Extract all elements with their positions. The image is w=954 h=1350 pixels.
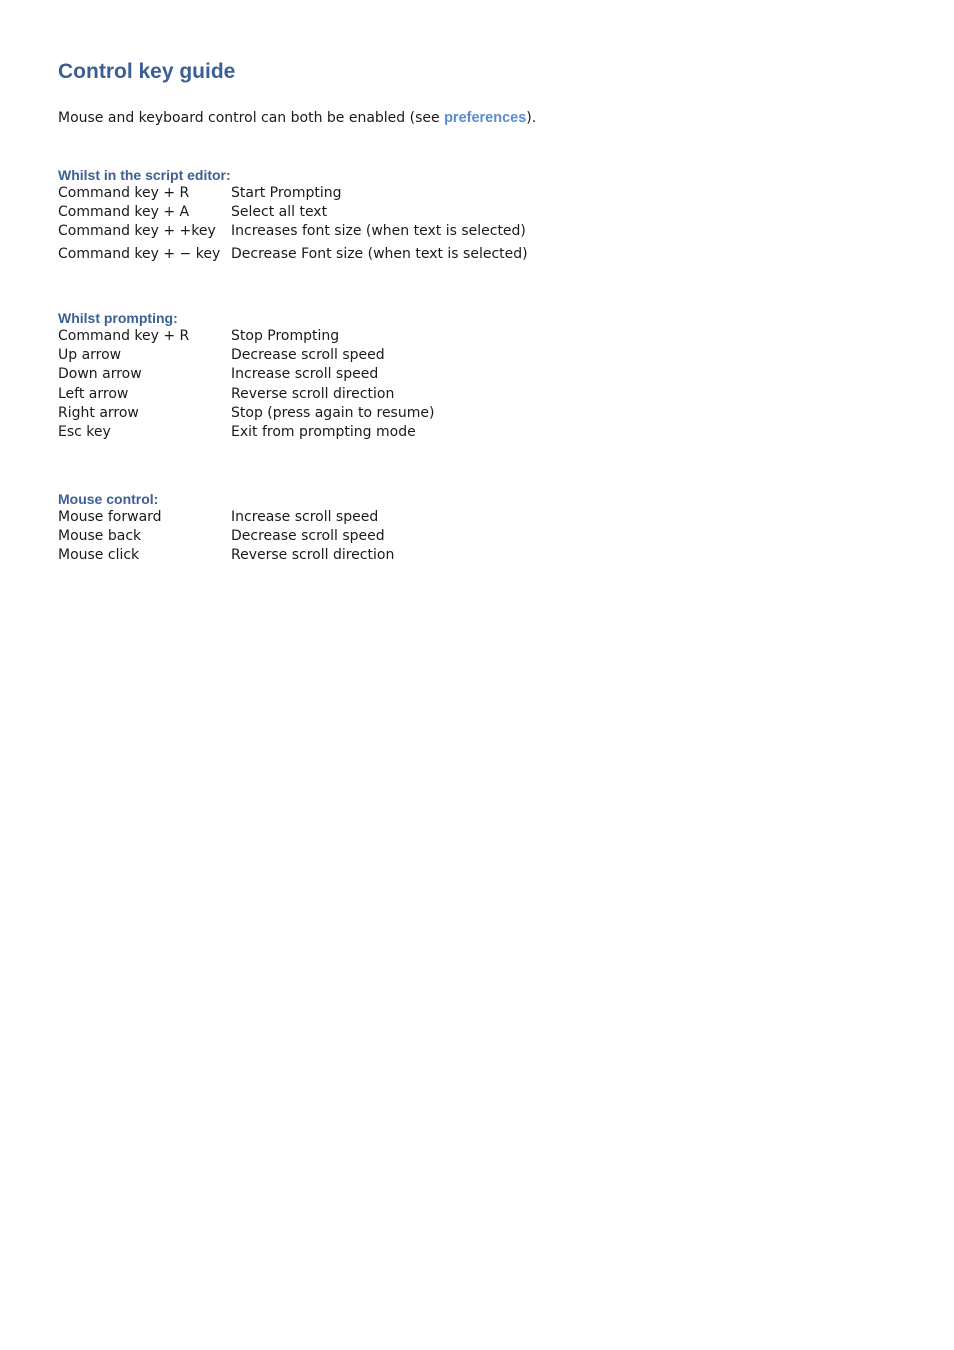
shortcut-row (58, 404, 758, 423)
shortcut-key: Command key + +key (58, 223, 216, 240)
shortcut-action: Decrease scroll speed (231, 528, 385, 545)
shortcut-row (58, 385, 758, 404)
intro-text-after: ). (526, 110, 537, 126)
shortcut-key: Mouse back (58, 528, 142, 545)
shortcut-key: Command key + − key (58, 245, 221, 262)
shortcut-key: Esc key (58, 424, 111, 441)
intro-text (58, 108, 536, 128)
shortcut-key: Mouse click (58, 547, 140, 564)
section-prompting (58, 309, 758, 442)
shortcut-action: Decrease scroll speed (231, 347, 385, 364)
shortcut-key: Command key + R (58, 185, 190, 201)
shortcut-action: Reverse scroll direction (231, 547, 395, 564)
shortcut-key: Up arrow (58, 347, 122, 364)
preferences-link[interactable]: preferences (444, 110, 527, 126)
shortcut-action: Increase scroll speed (231, 366, 379, 383)
section-heading-prompting: Whilst prompting: (58, 310, 178, 326)
shortcut-action: Decrease Font size (when text is selected) (231, 245, 528, 262)
shortcut-row (58, 346, 758, 365)
shortcut-key: Right arrow (58, 404, 139, 421)
shortcut-row (58, 423, 758, 442)
shortcut-key: Command key + A (58, 204, 190, 221)
section-heading-mouse-control: Mouse control: (58, 491, 159, 507)
shortcut-action: Stop Prompting (231, 328, 340, 344)
shortcut-action: Increases font size (when text is selected) (231, 223, 526, 240)
page-title: Control key guide (58, 60, 236, 83)
section-script-editor (58, 166, 758, 265)
shortcut-row (58, 365, 758, 384)
shortcut-key: Command key + R (58, 328, 190, 344)
shortcut-key: Left arrow (58, 385, 129, 402)
shortcut-action: Stop (press again to resume) (231, 404, 435, 421)
shortcut-action: Exit from prompting mode (231, 424, 416, 441)
shortcut-key: Mouse forward (58, 509, 162, 525)
shortcut-key: Down arrow (58, 366, 142, 383)
section-heading-script-editor: Whilst in the script editor: (58, 167, 231, 183)
shortcut-row (58, 203, 758, 222)
shortcut-row (58, 508, 758, 527)
shortcut-action: Start Prompting (231, 185, 342, 201)
section-mouse-control (58, 490, 758, 566)
shortcut-row (58, 184, 758, 203)
shortcut-row (58, 546, 758, 565)
shortcut-row (58, 527, 758, 546)
shortcut-row (58, 327, 758, 346)
shortcut-action: Reverse scroll direction (231, 385, 395, 402)
shortcut-row (58, 243, 758, 265)
intro-text-before: Mouse and keyboard control can both be enabled (see (58, 110, 445, 126)
shortcut-row (58, 222, 758, 241)
shortcut-action: Increase scroll speed (231, 509, 379, 525)
shortcut-action: Select all text (231, 204, 328, 221)
